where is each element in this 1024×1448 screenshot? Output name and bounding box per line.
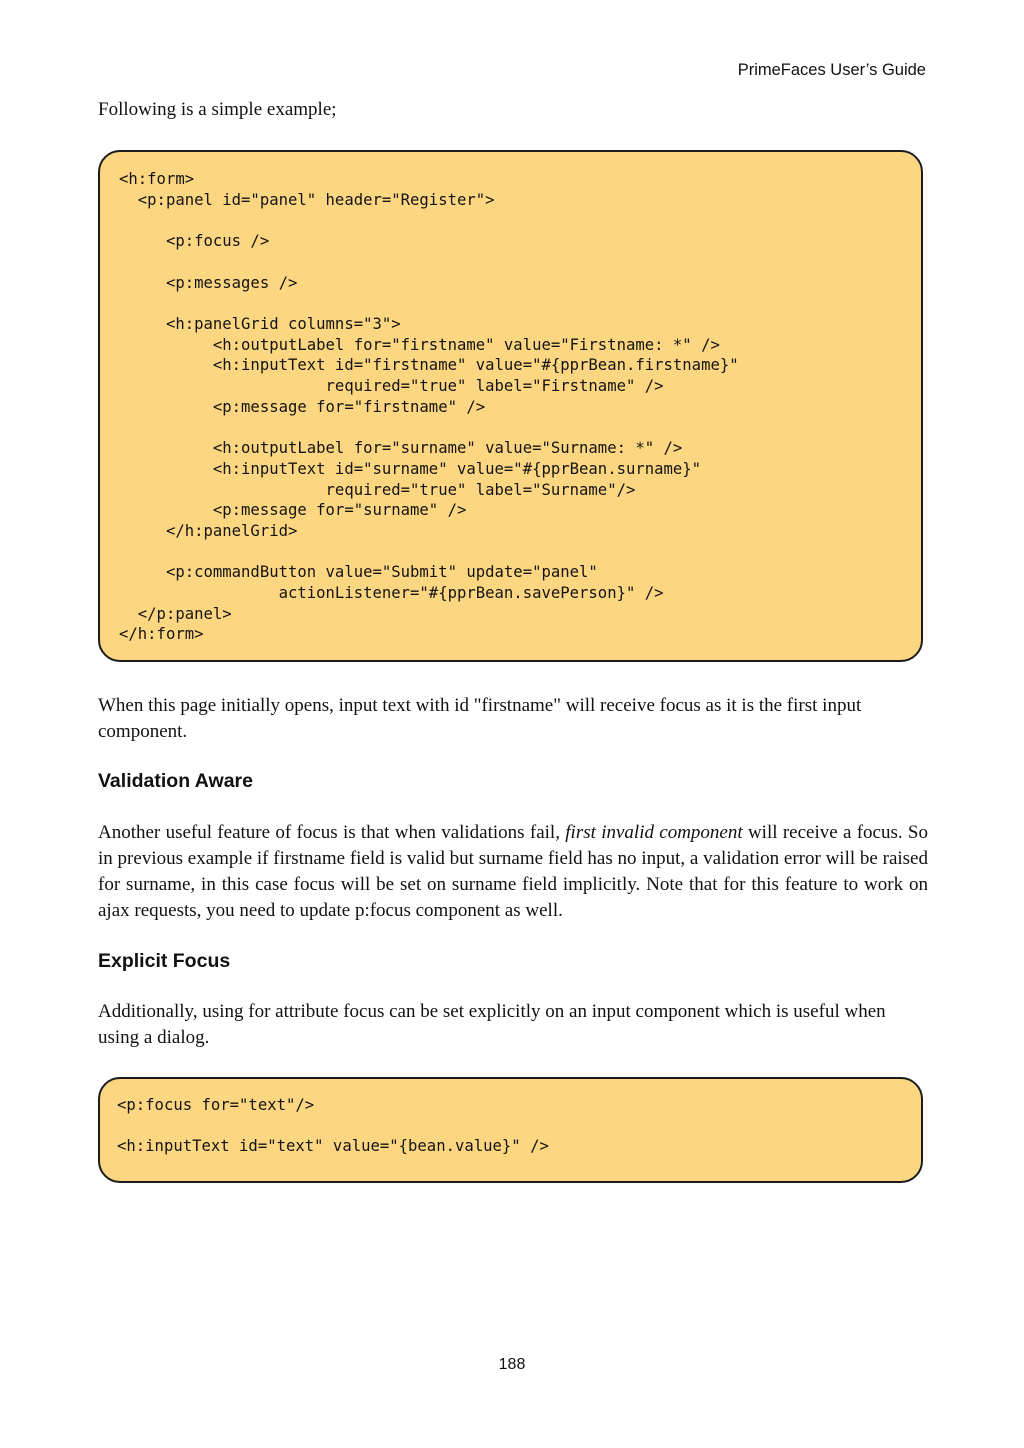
code-line: required="true" label="Surname"/> <box>119 480 636 499</box>
section-heading-validation-aware: Validation Aware <box>98 770 253 792</box>
code-line: <h:inputText id="surname" value="#{pprBean.surname}" <box>119 459 702 478</box>
code-listing <box>117 1095 549 1157</box>
code-line: </h:form> <box>119 625 204 644</box>
running-header: PrimeFaces User’s Guide <box>737 61 926 79</box>
code-line: <h:inputText id="text" value="{bean.value}" /> <box>117 1137 549 1156</box>
code-line: <p:message for="surname" /> <box>119 501 467 520</box>
code-line: </p:panel> <box>119 604 232 623</box>
code-block-panel-example <box>98 150 923 662</box>
code-listing <box>119 169 739 645</box>
page-number: 188 <box>498 1356 526 1373</box>
emphasis-text: first invalid component <box>565 822 743 843</box>
code-line: <h:outputLabel for="surname" value="Surname: *" /> <box>119 439 683 458</box>
intro-paragraph: Following is a simple example; <box>98 99 337 120</box>
code-line: <p:focus /> <box>119 232 270 251</box>
code-line: <p:panel id="panel" header="Register"> <box>119 190 495 209</box>
explicit-focus-paragraph: Additionally, using for attribute focus can be set explicitly on an input component which is useful when using a dialog. <box>98 1001 886 1048</box>
code-line: <h:inputText id="firstname" value="#{pprBean.firstname}" <box>119 356 739 375</box>
validation-aware-paragraph: Another useful feature of focus is that when validations fail, first invalid component will receive a focus. So in previous example if firstname field is valid but surname field has no input, a validation error will be raised for surname, in this case focus will be set on surname field implicitly. Note that for this feature to work on ajax requests, you need to update p:focus component as well. <box>98 822 929 921</box>
code-line: <p:messages /> <box>119 273 298 292</box>
code-block-explicit-focus <box>98 1077 923 1183</box>
code-line: <p:message for="firstname" /> <box>119 397 486 416</box>
focus-explanation-paragraph: When this page initially opens, input text with id "firstname" will receive focus as it is the first input component. <box>98 695 862 742</box>
code-line: <h:outputLabel for="firstname" value="Firstname: *" /> <box>119 335 720 354</box>
code-line: actionListener="#{pprBean.savePerson}" /> <box>119 584 664 603</box>
code-line: </h:panelGrid> <box>119 521 298 540</box>
code-line: <p:commandButton value="Submit" update="panel" <box>119 563 598 582</box>
code-line: <h:panelGrid columns="3"> <box>119 314 401 333</box>
code-line: <h:form> <box>119 170 195 188</box>
code-line: <p:focus for="text"/> <box>117 1096 315 1114</box>
code-line: required="true" label="Firstname" /> <box>119 377 664 396</box>
section-heading-explicit-focus: Explicit Focus <box>98 950 231 972</box>
